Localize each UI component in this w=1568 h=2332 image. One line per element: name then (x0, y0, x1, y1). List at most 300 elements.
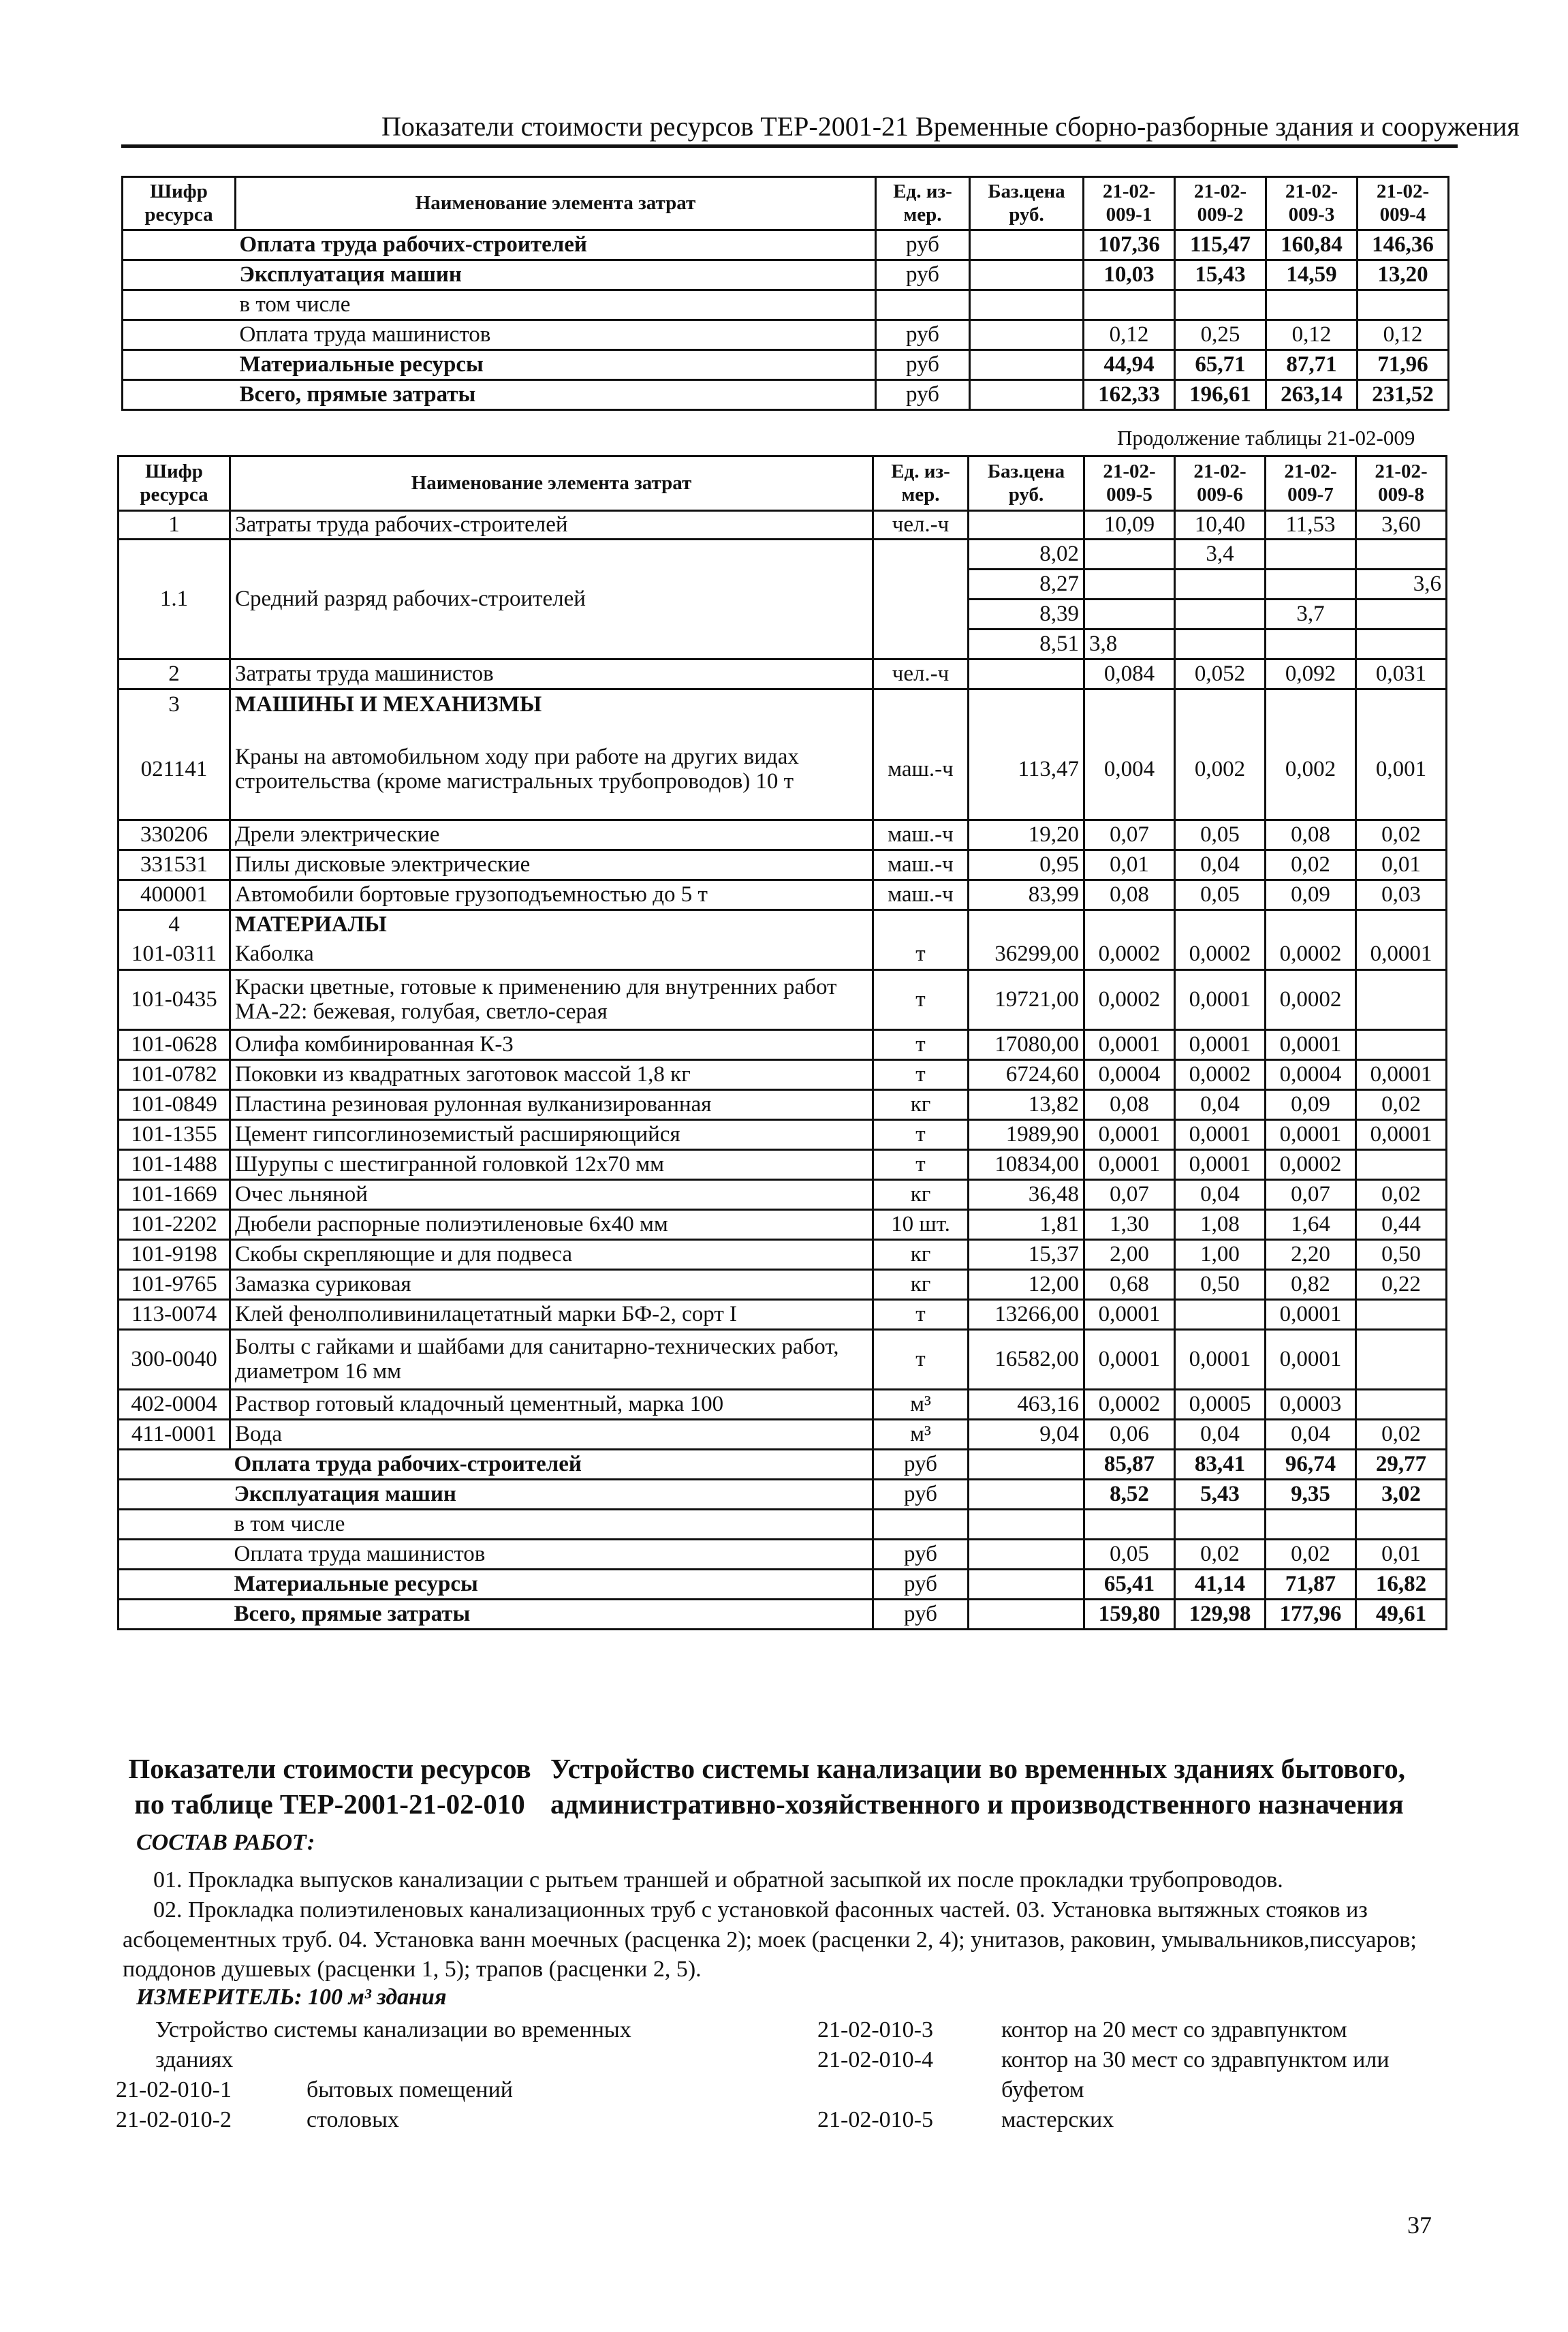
header-col: 21-02-009-8 (1356, 456, 1447, 511)
row-value: 0,0002 (1266, 1150, 1356, 1180)
row-value: 15,43 (1175, 260, 1266, 290)
row-unit: т (873, 940, 969, 970)
row-code: 101-0782 (119, 1060, 230, 1090)
list-item-label: мастерских (1001, 2107, 1114, 2132)
total-value: 29,77 (1356, 1450, 1447, 1480)
row-unit: м³ (873, 1420, 969, 1450)
total-name: Оплата труда машинистов (230, 1540, 873, 1570)
row-value (1356, 629, 1447, 659)
row-value (1356, 1030, 1447, 1060)
row-value: 107,36 (1084, 230, 1175, 260)
table-row (123, 320, 1449, 350)
total-row (119, 1570, 1447, 1600)
row-unit: кг (873, 1180, 969, 1210)
row-value: 0,01 (1356, 850, 1447, 880)
row-unit: чел.-ч (873, 511, 969, 540)
row-code: 2 (119, 659, 230, 689)
row-value: 0,06 (1084, 1420, 1175, 1450)
row-value: 0,04 (1175, 850, 1266, 880)
row-value: 0,0002 (1084, 940, 1175, 970)
row-value: 0,0001 (1175, 1330, 1266, 1390)
row-value: 0,08 (1084, 880, 1175, 910)
row-code: 101-1355 (119, 1120, 230, 1150)
row-base-price (969, 511, 1084, 540)
row-value: 0,0001 (1356, 1060, 1447, 1090)
row-name: Затраты труда машинистов (230, 659, 873, 689)
row-code: 1.1 (119, 540, 230, 659)
row-code: 021141 (119, 721, 230, 820)
row-value: 196,61 (1175, 380, 1266, 410)
row-value: 0,07 (1084, 1180, 1175, 1210)
row-value (1175, 570, 1266, 600)
row-name: Поковки из квадратных заготовок массой 1,8 кг (230, 1060, 873, 1090)
row-unit: т (873, 970, 969, 1030)
row-unit: руб (876, 320, 970, 350)
list-item-code: 21-02-010-1 (116, 2077, 232, 2102)
table-row (119, 1150, 1447, 1180)
row-value: 0,0001 (1266, 1300, 1356, 1330)
row-value: 11,53 (1266, 511, 1356, 540)
row-base-price: 13266,00 (969, 1300, 1084, 1330)
header-col: 21-02-009-3 (1266, 177, 1358, 230)
row-unit: т (873, 1120, 969, 1150)
row-value: 1,08 (1175, 1210, 1266, 1240)
row-name: Краски цветные, готовые к применению для внутренних работ МА-22: бежевая, голубая, светло-серая (230, 970, 873, 1030)
row-value: 0,0001 (1084, 1330, 1175, 1390)
table-row (119, 1390, 1447, 1420)
table2-header-row (119, 456, 1447, 511)
total-unit: руб (873, 1450, 969, 1480)
header-code: Шифр ресурса (119, 456, 230, 511)
row-value: 263,14 (1266, 380, 1358, 410)
measurement-unit: ИЗМЕРИТЕЛЬ: 100 м³ здания (136, 1985, 447, 2010)
row-unit: кг (873, 1240, 969, 1270)
header-unit: Ед. из-мер. (873, 456, 969, 511)
row-base-price: 463,16 (969, 1390, 1084, 1420)
row-value: 0,002 (1175, 721, 1266, 820)
grade-value: 8,51 (969, 629, 1084, 659)
section2-title-left: Показатели стоимости ресурсов по таблице ТЕР-2001-21-02-010 (128, 1753, 531, 1820)
row-value (1084, 540, 1175, 570)
row-unit: т (873, 1300, 969, 1330)
list-intro-line-2: зданиях (155, 2047, 234, 2072)
row-value: 1,64 (1266, 1210, 1356, 1240)
total-unit: руб (873, 1570, 969, 1600)
row-code: 101-9765 (119, 1270, 230, 1300)
row-value: 0,0001 (1175, 1150, 1266, 1180)
total-value: 8,52 (1084, 1480, 1175, 1510)
total-row (119, 1600, 1447, 1630)
row-value: 0,0002 (1084, 970, 1175, 1030)
row-value: 0,0001 (1356, 1120, 1447, 1150)
row-value: 0,08 (1266, 820, 1356, 850)
total-value: 9,35 (1266, 1480, 1356, 1510)
table-row (119, 1030, 1447, 1060)
row-value: 0,12 (1266, 320, 1358, 350)
row-value: 13,20 (1358, 260, 1449, 290)
header-rule (121, 144, 1458, 148)
row-base-price: 19,20 (969, 820, 1084, 850)
row-value: 71,96 (1358, 350, 1449, 380)
table-row (123, 290, 1449, 320)
section2-title-right: Устройство системы канализации во временных зданиях бытового, административно-хозяйственного и производственного назначения (550, 1753, 1405, 1820)
table-row (123, 230, 1449, 260)
total-value: 159,80 (1084, 1600, 1175, 1630)
total-name: Эксплуатация машин (230, 1480, 873, 1510)
header-unit: Ед. из-мер. (876, 177, 970, 230)
row-unit: маш.-ч (873, 721, 969, 820)
row-value: 1,00 (1175, 1240, 1266, 1270)
row-value: 0,0004 (1084, 1060, 1175, 1090)
header-base-price: Баз.цена руб. (969, 456, 1084, 511)
section-title: МАШИНЫ И МЕХАНИЗМЫ (230, 689, 873, 721)
row-value (1175, 629, 1266, 659)
row-code: 101-9198 (119, 1240, 230, 1270)
row-value: 3,7 (1266, 600, 1356, 629)
total-value: 177,96 (1266, 1600, 1356, 1630)
row-unit: т (873, 1150, 969, 1180)
row-value (1266, 570, 1356, 600)
row-value: 0,04 (1175, 1420, 1266, 1450)
section-row (119, 689, 1447, 721)
list-item-code: 21-02-010-2 (116, 2107, 232, 2132)
row-value: 3,60 (1356, 511, 1447, 540)
list-item-code: 21-02-010-4 (817, 2047, 933, 2072)
table-row (119, 1120, 1447, 1150)
row-value: 14,59 (1266, 260, 1358, 290)
row-value: 0,07 (1266, 1180, 1356, 1210)
total-value: 83,41 (1175, 1450, 1266, 1480)
row-name: Оплата труда машинистов (236, 320, 876, 350)
row-code: 113-0074 (119, 1300, 230, 1330)
row-value (1356, 540, 1447, 570)
table1-header-row (123, 177, 1449, 230)
total-row (119, 1510, 1447, 1540)
grade-value: 8,02 (969, 540, 1084, 570)
table-row (119, 659, 1447, 689)
header-name: Наименование элемента затрат (236, 177, 876, 230)
row-name: Вода (230, 1420, 873, 1450)
work-paragraph-1: 01. Прокладка выпусков канализации с рытьем траншей и обратной засыпкой их после прокладки трубопроводов. (153, 1867, 1283, 1893)
row-value: 0,09 (1266, 1090, 1356, 1120)
row-value: 0,0002 (1084, 1390, 1175, 1420)
work-composition-heading: СОСТАВ РАБОТ: (136, 1830, 315, 1855)
row-code: 1 (119, 511, 230, 540)
header-col: 21-02-009-7 (1266, 456, 1356, 511)
row-base-price: 1,81 (969, 1210, 1084, 1240)
row-code: 3 (119, 689, 230, 721)
total-name: Всего, прямые затраты (230, 1600, 873, 1630)
row-value: 0,0002 (1266, 940, 1356, 970)
header-col: 21-02-009-6 (1175, 456, 1266, 511)
row-value: 0,004 (1084, 721, 1175, 820)
total-value: 0,02 (1266, 1540, 1356, 1570)
row-value: 0,0004 (1266, 1060, 1356, 1090)
table-row (119, 940, 1447, 970)
row-base-price: 19721,00 (969, 970, 1084, 1030)
row-value: 0,12 (1084, 320, 1175, 350)
table-row (119, 511, 1447, 540)
row-value: 0,01 (1084, 850, 1175, 880)
list-item-label: буфетом (1001, 2077, 1084, 2102)
total-value: 65,41 (1084, 1570, 1175, 1600)
header-col: 21-02-009-2 (1175, 177, 1266, 230)
row-value: 0,002 (1266, 721, 1356, 820)
row-value (1356, 600, 1447, 629)
grade-value: 8,27 (969, 570, 1084, 600)
row-value: 3,6 (1356, 570, 1447, 600)
cost-table-1 (121, 176, 1449, 411)
row-unit: м³ (873, 1390, 969, 1420)
row-base-price: 9,04 (969, 1420, 1084, 1450)
total-value: 0,01 (1356, 1540, 1447, 1570)
total-name: в том числе (230, 1510, 873, 1540)
row-value (1356, 1300, 1447, 1330)
row-unit: руб (876, 230, 970, 260)
header-name: Наименование элемента затрат (230, 456, 873, 511)
grade-value: 8,39 (969, 600, 1084, 629)
table-row (119, 1210, 1447, 1240)
total-value: 16,82 (1356, 1570, 1447, 1600)
row-value (1175, 1300, 1266, 1330)
row-name: Болты с гайками и шайбами для санитарно-технических работ, диаметром 16 мм (230, 1330, 873, 1390)
row-value: 0,02 (1356, 1090, 1447, 1120)
row-unit: руб (876, 260, 970, 290)
row-value: 3,8 (1084, 629, 1175, 659)
table-row (119, 1420, 1447, 1450)
row-code: 101-1488 (119, 1150, 230, 1180)
row-value: 10,09 (1084, 511, 1175, 540)
row-value: 0,0001 (1084, 1120, 1175, 1150)
row-value: 0,0005 (1175, 1390, 1266, 1420)
header-col: 21-02-009-4 (1358, 177, 1449, 230)
table-row (123, 260, 1449, 290)
total-value: 71,87 (1266, 1570, 1356, 1600)
row-value: 0,02 (1356, 1180, 1447, 1210)
header-col: 21-02-009-1 (1084, 177, 1175, 230)
row-value: 0,08 (1084, 1090, 1175, 1120)
row-value: 0,052 (1175, 659, 1266, 689)
row-value: 44,94 (1084, 350, 1175, 380)
row-name: в том числе (236, 290, 876, 320)
total-value: 129,98 (1175, 1600, 1266, 1630)
row-value: 1,30 (1084, 1210, 1175, 1240)
row-value (1356, 1330, 1447, 1390)
row-unit: руб (876, 380, 970, 410)
row-unit: т (873, 1030, 969, 1060)
table-row (119, 540, 1447, 570)
row-value (1266, 629, 1356, 659)
total-name: Материальные ресурсы (230, 1570, 873, 1600)
work-paragraph-2: 02. Прокладка полиэтиленовых канализационных труб с установкой фасонных частей. 03. Установка вытяжных стояков из асбоцементных труб. 04. Установка ванн моечных (расценка 2); моек (расценки 2, 4); унитазов, раковин, умывальников,писсуаров; поддонов душевых (расценки 1, 5); трапов (расценки 2, 5). (123, 1897, 1417, 1983)
table-row (119, 820, 1447, 850)
row-value (1084, 570, 1175, 600)
row-value: 0,0001 (1175, 970, 1266, 1030)
row-name: Очес льняной (230, 1180, 873, 1210)
row-value: 0,0001 (1175, 1120, 1266, 1150)
table-row (119, 1060, 1447, 1090)
row-value: 0,02 (1356, 820, 1447, 850)
row-value: 0,04 (1266, 1420, 1356, 1450)
list-intro-line-1: Устройство системы канализации во временных (155, 2017, 631, 2042)
row-value: 0,0001 (1356, 940, 1447, 970)
row-unit: т (873, 1330, 969, 1390)
row-code: 400001 (119, 880, 230, 910)
row-value: 3,4 (1175, 540, 1266, 570)
row-unit: т (873, 1060, 969, 1090)
total-row (119, 1540, 1447, 1570)
row-name: Пластина резиновая рулонная вулканизированная (230, 1090, 873, 1120)
row-name: Шурупы с шестигранной головкой 12х70 мм (230, 1150, 873, 1180)
row-value: 0,0002 (1175, 1060, 1266, 1090)
row-base-price: 17080,00 (969, 1030, 1084, 1060)
row-name: Всего, прямые затраты (236, 380, 876, 410)
row-code: 101-1669 (119, 1180, 230, 1210)
row-value: 0,04 (1175, 1180, 1266, 1210)
row-name: Эксплуатация машин (236, 260, 876, 290)
table-row (119, 1090, 1447, 1120)
continuation-note: Продолжение таблицы 21-02-009 (1117, 426, 1415, 450)
table-row (119, 1330, 1447, 1390)
row-value: 0,0001 (1084, 1030, 1175, 1060)
row-value: 0,82 (1266, 1270, 1356, 1300)
row-name: Краны на автомобильном ходу при работе на других видах строительства (кроме магистральных трубопроводов) 10 т (230, 721, 873, 820)
row-value: 146,36 (1358, 230, 1449, 260)
row-code: 300-0040 (119, 1330, 230, 1390)
total-unit: руб (873, 1540, 969, 1570)
total-value: 3,02 (1356, 1480, 1447, 1510)
row-value (1266, 540, 1356, 570)
row-base-price: 16582,00 (969, 1330, 1084, 1390)
row-value: 0,12 (1358, 320, 1449, 350)
row-name: Оплата труда рабочих-строителей (236, 230, 876, 260)
row-value (1084, 600, 1175, 629)
row-value: 0,084 (1084, 659, 1175, 689)
row-value: 0,25 (1175, 320, 1266, 350)
row-unit: кг (873, 1270, 969, 1300)
row-base-price: 13,82 (969, 1090, 1084, 1120)
table-row (119, 850, 1447, 880)
row-value: 0,03 (1356, 880, 1447, 910)
running-header: Показатели стоимости ресурсов ТЕР-2001-21 Временные сборно-разборные здания и сооружения (381, 111, 1520, 142)
section-row (119, 910, 1447, 940)
row-unit: 10 шт. (873, 1210, 969, 1240)
row-name: Скобы скрепляющие и для подвеса (230, 1240, 873, 1270)
row-name: Олифа комбинированная К-3 (230, 1030, 873, 1060)
table-row (119, 721, 1447, 820)
page-number: 37 (1407, 2211, 1432, 2239)
row-value: 0,05 (1175, 820, 1266, 850)
total-value: 85,87 (1084, 1450, 1175, 1480)
row-name: Дрели электрические (230, 820, 873, 850)
row-value: 0,0001 (1266, 1330, 1356, 1390)
row-value: 87,71 (1266, 350, 1358, 380)
row-value: 2,20 (1266, 1240, 1356, 1270)
row-value: 0,05 (1175, 880, 1266, 910)
total-row (119, 1480, 1447, 1510)
table-row (119, 970, 1447, 1030)
total-name: Оплата труда рабочих-строителей (230, 1450, 873, 1480)
total-value: 49,61 (1356, 1600, 1447, 1630)
row-value: 162,33 (1084, 380, 1175, 410)
row-code: 402-0004 (119, 1390, 230, 1420)
total-unit: руб (873, 1600, 969, 1630)
row-value: 0,44 (1356, 1210, 1447, 1240)
row-value: 0,02 (1266, 850, 1356, 880)
cost-table-2 (117, 455, 1447, 1630)
row-value: 0,031 (1356, 659, 1447, 689)
row-base-price: 1989,90 (969, 1120, 1084, 1150)
row-code: 331531 (119, 850, 230, 880)
row-code: 4 (119, 910, 230, 940)
total-value: 96,74 (1266, 1450, 1356, 1480)
row-base-price: 6724,60 (969, 1060, 1084, 1090)
row-value: 115,47 (1175, 230, 1266, 260)
row-value: 2,00 (1084, 1240, 1175, 1270)
row-value: 0,50 (1356, 1240, 1447, 1270)
row-name: Средний разряд рабочих-строителей (230, 540, 873, 659)
row-code: 411-0001 (119, 1420, 230, 1450)
table-row (119, 880, 1447, 910)
total-value: 5,43 (1175, 1480, 1266, 1510)
table-row (123, 350, 1449, 380)
row-name: Автомобили бортовые грузоподъемностью до 5 т (230, 880, 873, 910)
total-value: 0,02 (1175, 1540, 1266, 1570)
list-item-code: 21-02-010-5 (817, 2107, 933, 2132)
row-name: Цемент гипсоглиноземистый расширяющийся (230, 1120, 873, 1150)
row-name: Дюбели распорные полиэтиленовые 6х40 мм (230, 1210, 873, 1240)
list-item-label: контор на 30 мест со здравпунктом или (1001, 2047, 1390, 2072)
row-value: 0,02 (1356, 1420, 1447, 1450)
row-value: 231,52 (1358, 380, 1449, 410)
row-value (1175, 600, 1266, 629)
row-unit: маш.-ч (873, 820, 969, 850)
row-name: Каболка (230, 940, 873, 970)
row-value: 0,0002 (1266, 970, 1356, 1030)
table-row (119, 1240, 1447, 1270)
row-base-price: 0,95 (969, 850, 1084, 880)
total-value: 41,14 (1175, 1570, 1266, 1600)
table-row (123, 380, 1449, 410)
header-code: Шифр ресурса (123, 177, 236, 230)
row-base-price: 83,99 (969, 880, 1084, 910)
row-value: 10,03 (1084, 260, 1175, 290)
row-value: 0,0001 (1175, 1030, 1266, 1060)
row-code: 101-2202 (119, 1210, 230, 1240)
header-base-price: Баз.цена руб. (970, 177, 1084, 230)
section-title: МАТЕРИАЛЫ (230, 910, 873, 940)
list-item-label: столовых (307, 2107, 399, 2132)
row-unit: маш.-ч (873, 880, 969, 910)
row-value: 0,68 (1084, 1270, 1175, 1300)
row-name: Материальные ресурсы (236, 350, 876, 380)
row-value: 0,001 (1356, 721, 1447, 820)
row-unit: руб (876, 350, 970, 380)
row-code: 101-0849 (119, 1090, 230, 1120)
row-base-price: 113,47 (969, 721, 1084, 820)
list-item-label: бытовых помещений (307, 2077, 513, 2102)
list-item-code: 21-02-010-3 (817, 2017, 933, 2042)
row-name: Раствор готовый кладочный цементный, марка 100 (230, 1390, 873, 1420)
row-value: 65,71 (1175, 350, 1266, 380)
row-code: 330206 (119, 820, 230, 850)
total-value: 0,05 (1084, 1540, 1175, 1570)
row-name: Замазка суриковая (230, 1270, 873, 1300)
row-unit: маш.-ч (873, 850, 969, 880)
row-code: 101-0311 (119, 940, 230, 970)
table-row (119, 1300, 1447, 1330)
row-code: 101-0435 (119, 970, 230, 1030)
